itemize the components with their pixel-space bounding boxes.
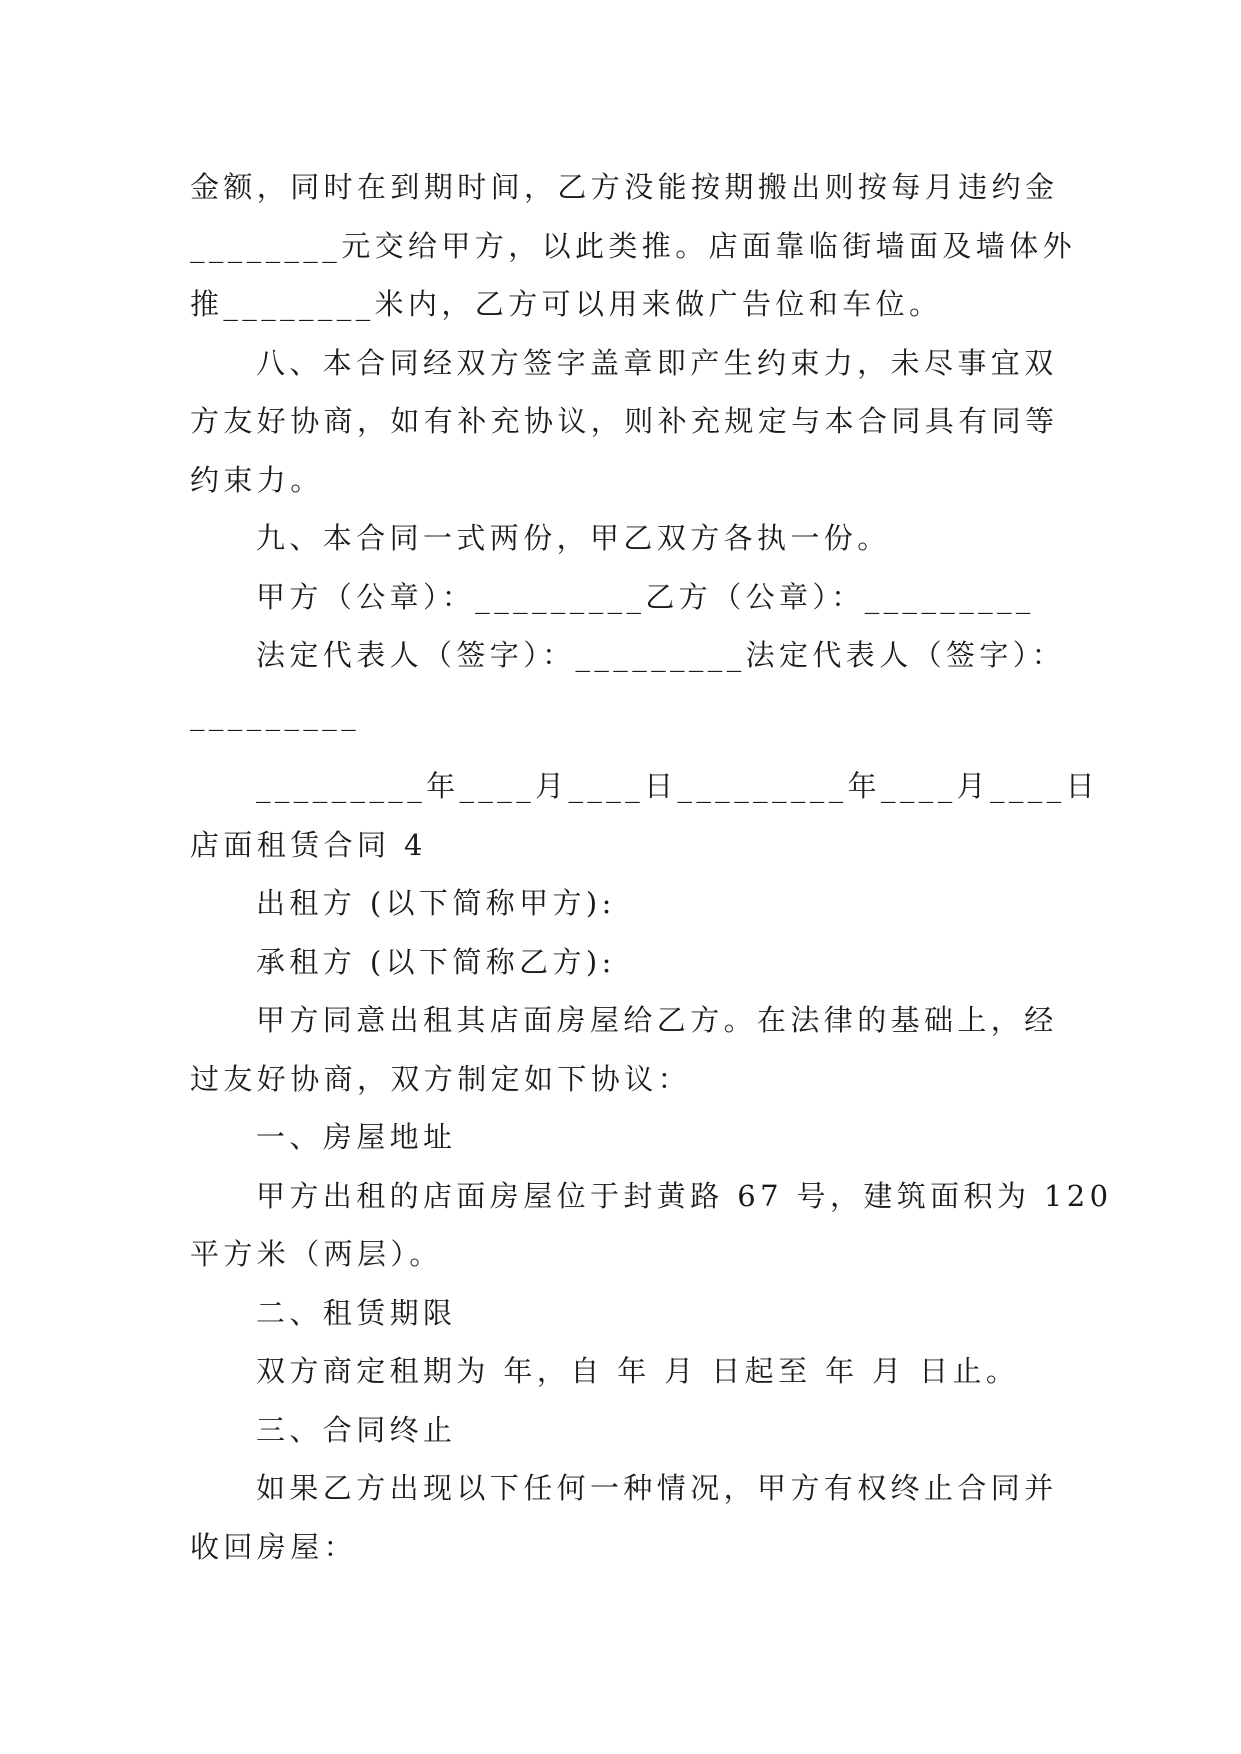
signature-seal-line: 甲方（公章）：_________乙方（公章）：_________ [256, 579, 1035, 614]
termination-line-2: 收回房屋： [190, 1529, 358, 1564]
text-line-2: ________元交给甲方，以此类推。店面靠临街墙面及墙体外 [190, 228, 1077, 263]
intro-line-1: 甲方同意出租其店面房屋给乙方。在法律的基础上，经 [256, 1003, 1058, 1037]
signature-representative-line: 法定代表人（签字）：_________法定代表人（签字）： [256, 638, 1066, 672]
clause-9: 九、本合同一式两份，甲乙双方各执一份。 [256, 521, 891, 555]
text-line-1: 金额，同时在到期时间，乙方没能按期搬出则按每月违约金 [190, 170, 1059, 204]
heading-address: 一、房屋地址 [256, 1120, 457, 1154]
lessor-line: 出租方 (以下简称甲方): [256, 886, 616, 920]
clause-8-line-1: 八、本合同经双方签字盖章即产生约束力，未尽事宜双 [256, 345, 1058, 380]
lessee-line: 承租方 (以下简称乙方): [256, 944, 616, 979]
spacer [190, 743, 1050, 757]
clause-8-line-3: 约束力。 [190, 462, 324, 497]
termination-line-1: 如果乙方出现以下任何一种情况，甲方有权终止合同并 [256, 1471, 1058, 1505]
document-page [190, 158, 1113, 1576]
heading-termination: 三、合同终止 [256, 1412, 457, 1447]
text-line-3: 推________米内，乙方可以用来做广告位和车位。 [190, 287, 943, 321]
signature-blank-line: _________ [190, 696, 361, 731]
term-line: 双方商定租期为 年，自 年 月 日起至 年 月 日止。 [256, 1354, 1020, 1388]
heading-term: 二、租赁期限 [256, 1295, 457, 1330]
clause-8-line-2: 方友好协商，如有补充协议，则补充规定与本合同具有同等 [190, 404, 1059, 438]
address-line-1: 甲方出租的店面房屋位于封黄路 67 号，建筑面积为 120 [256, 1178, 1113, 1213]
date-line: _________年____月____日_________年____月____日 [256, 769, 1099, 803]
intro-line-2: 过友好协商，双方制定如下协议： [190, 1061, 692, 1096]
section-title: 店面租赁合同 4 [190, 827, 427, 862]
address-line-2: 平方米（两层）。 [190, 1237, 443, 1271]
